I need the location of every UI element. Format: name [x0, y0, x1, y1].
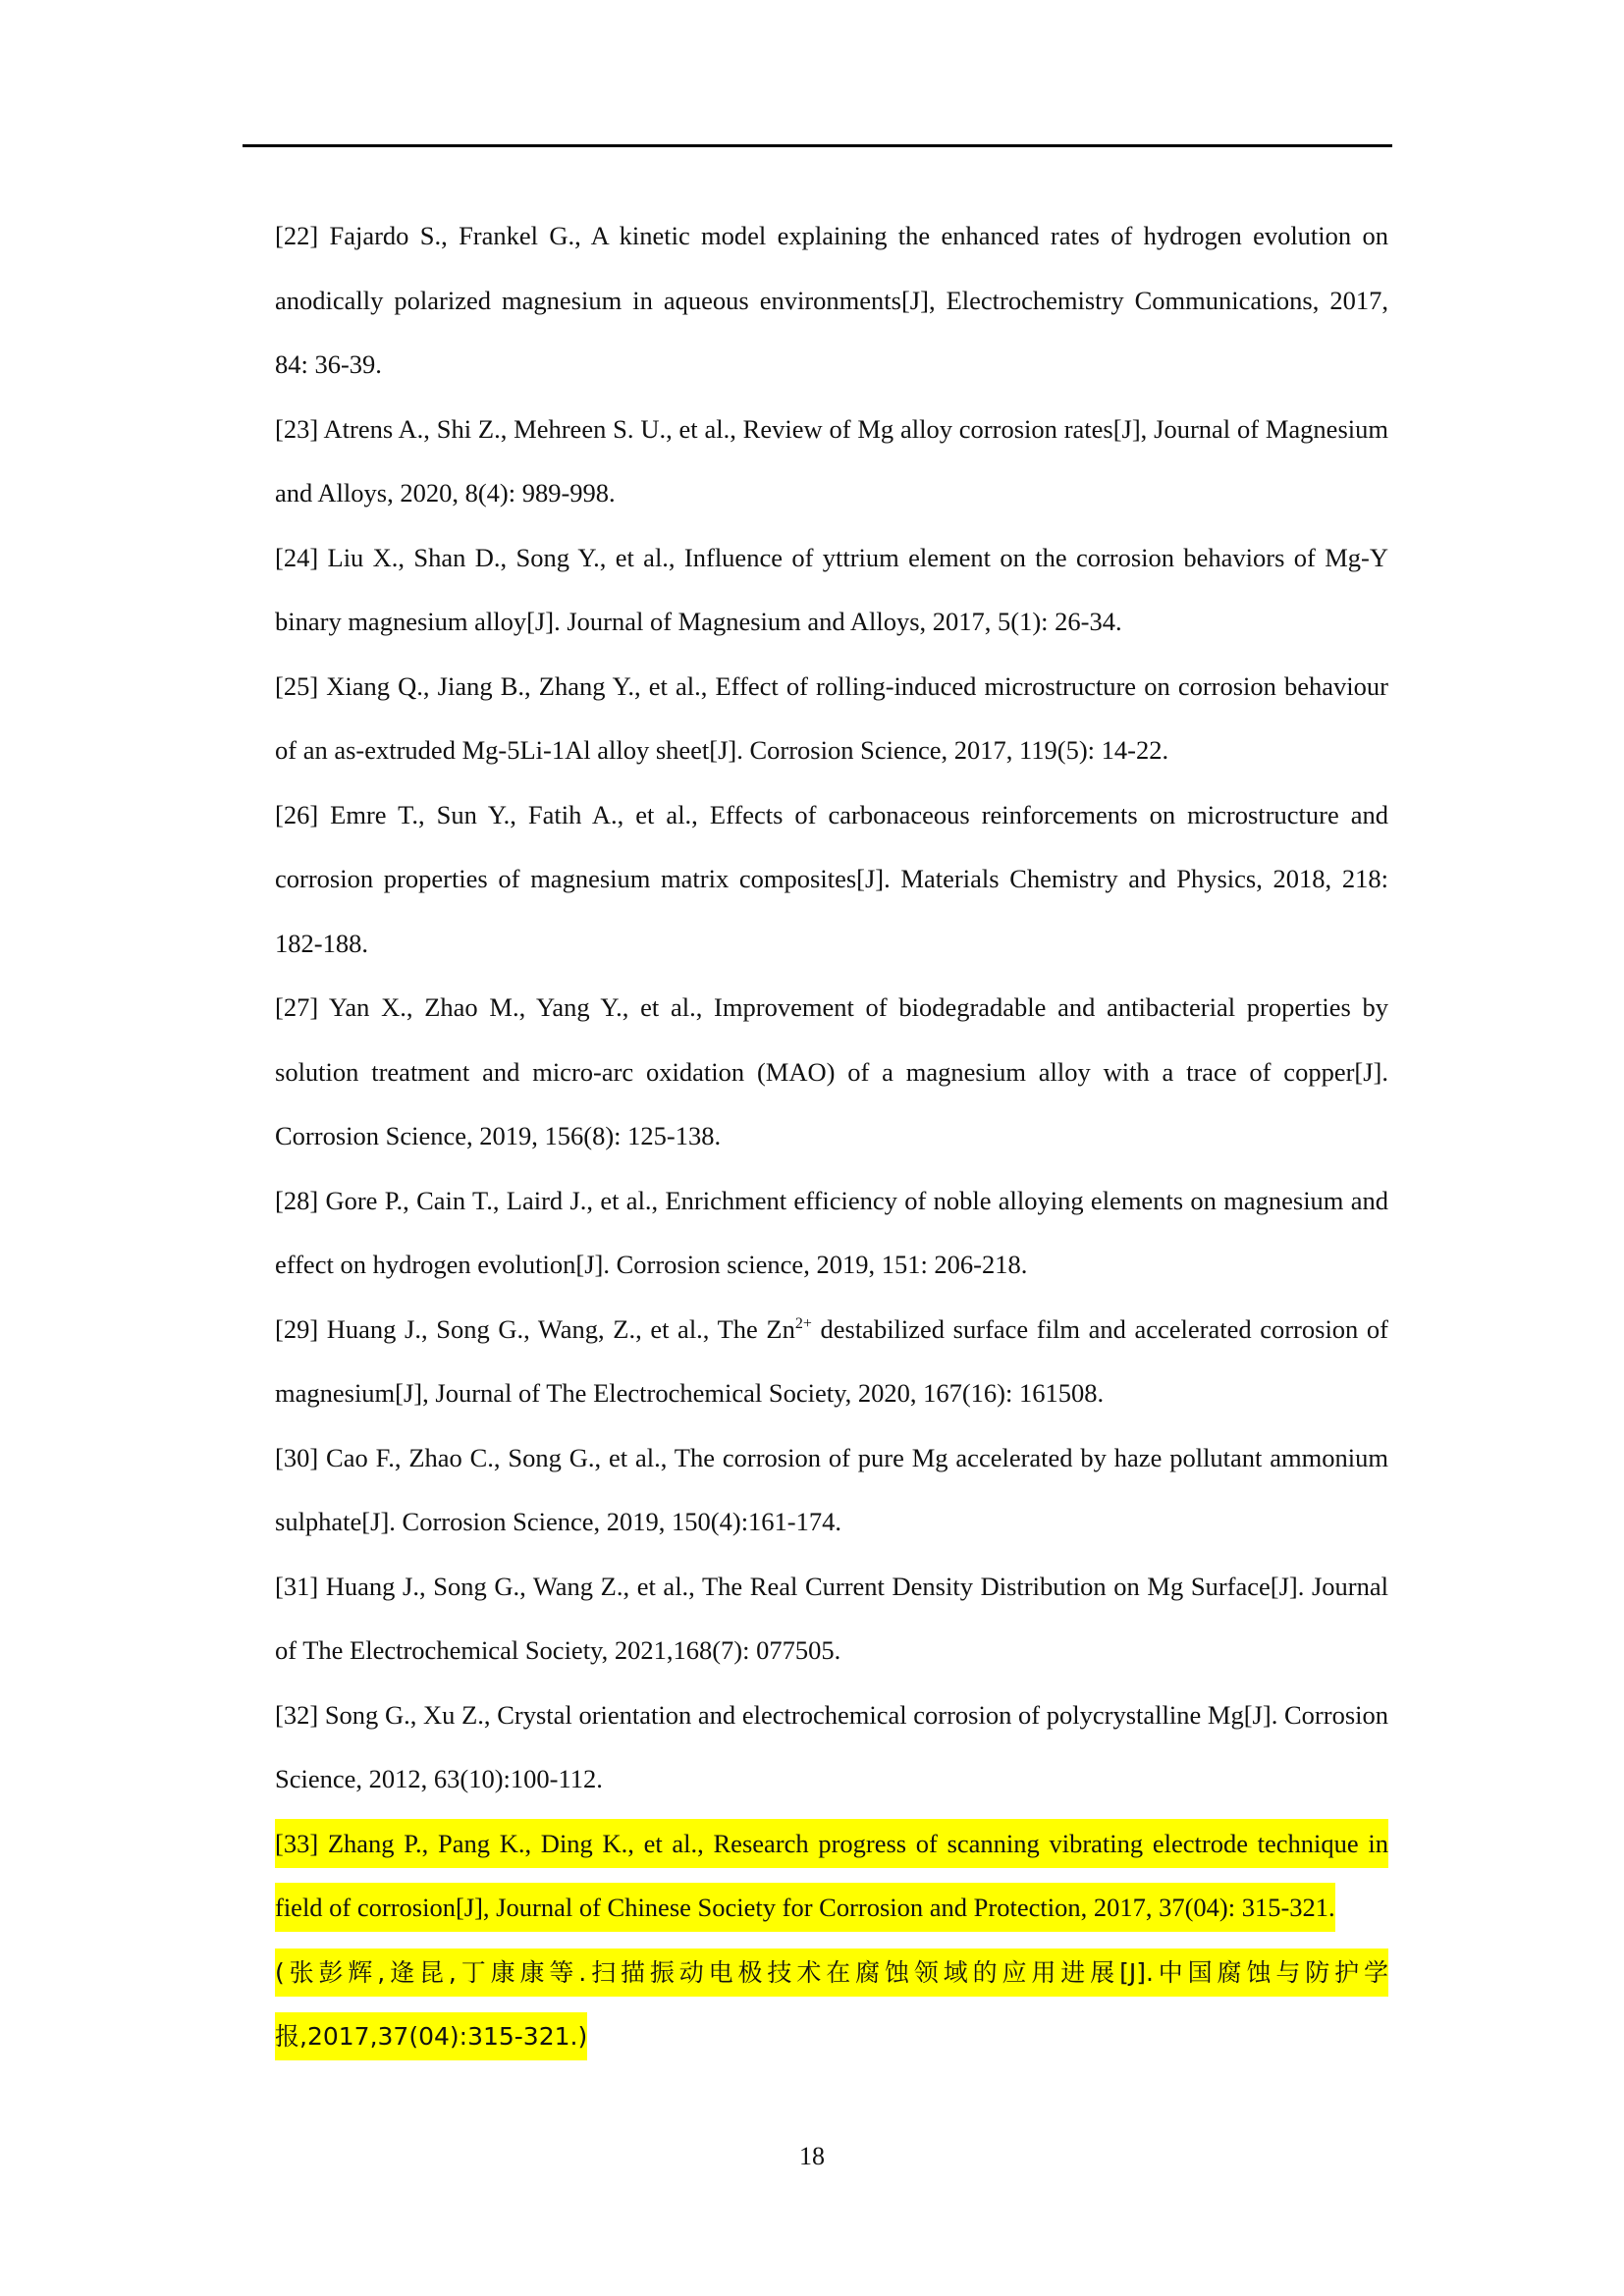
reference-28	[275, 1169, 1388, 1298]
reference-26-text: [26] Emre T., Sun Y., Fatih A., et al., Effects of carbonaceous reinforcements on microstructure and corrosion properties of magnesium matrix composites[J]. Materials Chemistry and Physics, 2018, 218: 182-188.	[275, 799, 1388, 958]
reference-29-text-before: [29] Huang J., Song G., Wang, Z., et al., The Zn	[275, 1313, 795, 1344]
reference-29	[275, 1298, 1388, 1426]
reference-33-chinese	[275, 1941, 1388, 2069]
reference-30-text: [30] Cao F., Zhao C., Song G., et al., The corrosion of pure Mg accelerated by haze pollutant ammonium sulphate[J]. Corrosion Science, 2019, 150(4):161-174.	[275, 1442, 1388, 1536]
reference-25-text: [25] Xiang Q., Jiang B., Zhang Y., et al., Effect of rolling-induced microstructure on corrosion behaviour of an as-extruded Mg-5Li-1Al alloy sheet[J]. Corrosion Science, 2017, 119(5): 14-22.	[275, 670, 1388, 765]
reference-29-superscript: 2+	[794, 1314, 812, 1332]
reference-29-text-after: destabilized surface film and accelerated corrosion of magnesium[J], Journal of The Electrochemical Society, 2020, 167(16): 161508.	[275, 1313, 1388, 1408]
reference-23-text: [23] Atrens A., Shi Z., Mehreen S. U., et al., Review of Mg alloy corrosion rates[J], Journal of Magnesium and Alloys, 2020, 8(4): 989-998.	[275, 413, 1388, 507]
reference-30	[275, 1426, 1388, 1555]
reference-23	[275, 398, 1388, 526]
header-rule	[243, 144, 1392, 147]
reference-27-text: [27] Yan X., Zhao M., Yang Y., et al., Improvement of biodegradable and antibacterial properties by solution treatment and micro-arc oxidation (MAO) of a magnesium alloy with a trace of copper[J]. Corrosion Science, 2019, 156(8): 125-138.	[275, 992, 1388, 1150]
reference-33-highlighted-text: [33] Zhang P., Pang K., Ding K., et al., Research progress of scanning vibrating electrode technique in field of corrosion[J], Journal of Chinese Society for Corrosion and Protection, 2017, 37(04): 315-321.	[275, 1819, 1388, 1933]
reference-list	[275, 204, 1388, 2069]
reference-27	[275, 976, 1388, 1169]
reference-26	[275, 783, 1388, 977]
page-number: 18	[799, 2142, 825, 2170]
reference-25	[275, 655, 1388, 783]
reference-22	[275, 204, 1388, 398]
reference-22-text: [22] Fajardo S., Frankel G., A kinetic model explaining the enhanced rates of hydrogen evolution on anodically polarized magnesium in aqueous environments[J], Electrochemistry Communications, 2017, 84: 36-39.	[275, 221, 1388, 379]
reference-33-chinese-highlighted-text: (张彭辉,逄昆,丁康康等.扫描振动电极技术在腐蚀领域的应用进展[J].中国腐蚀与防护学报,2017,37(04):315-321.)	[275, 1949, 1388, 2061]
reference-32	[275, 1683, 1388, 1812]
reference-24-text: [24] Liu X., Shan D., Song Y., et al., Influence of yttrium element on the corrosion behaviors of Mg-Y binary magnesium alloy[J]. Journal of Magnesium and Alloys, 2017, 5(1): 26-34.	[275, 542, 1388, 636]
reference-32-text: [32] Song G., Xu Z., Crystal orientation and electrochemical corrosion of polycrystalline Mg[J]. Corrosion Science, 2012, 63(10):100-112.	[275, 1699, 1388, 1793]
reference-33	[275, 1812, 1388, 1941]
reference-28-text: [28] Gore P., Cain T., Laird J., et al., Enrichment efficiency of noble alloying elements on magnesium and effect on hydrogen evolution[J]. Corrosion science, 2019, 151: 206-218.	[275, 1185, 1388, 1279]
reference-31-text: [31] Huang J., Song G., Wang Z., et al., The Real Current Density Distribution on Mg Surface[J]. Journal of The Electrochemical Society, 2021,168(7): 077505.	[275, 1571, 1388, 1665]
reference-31	[275, 1555, 1388, 1683]
reference-24	[275, 526, 1388, 655]
